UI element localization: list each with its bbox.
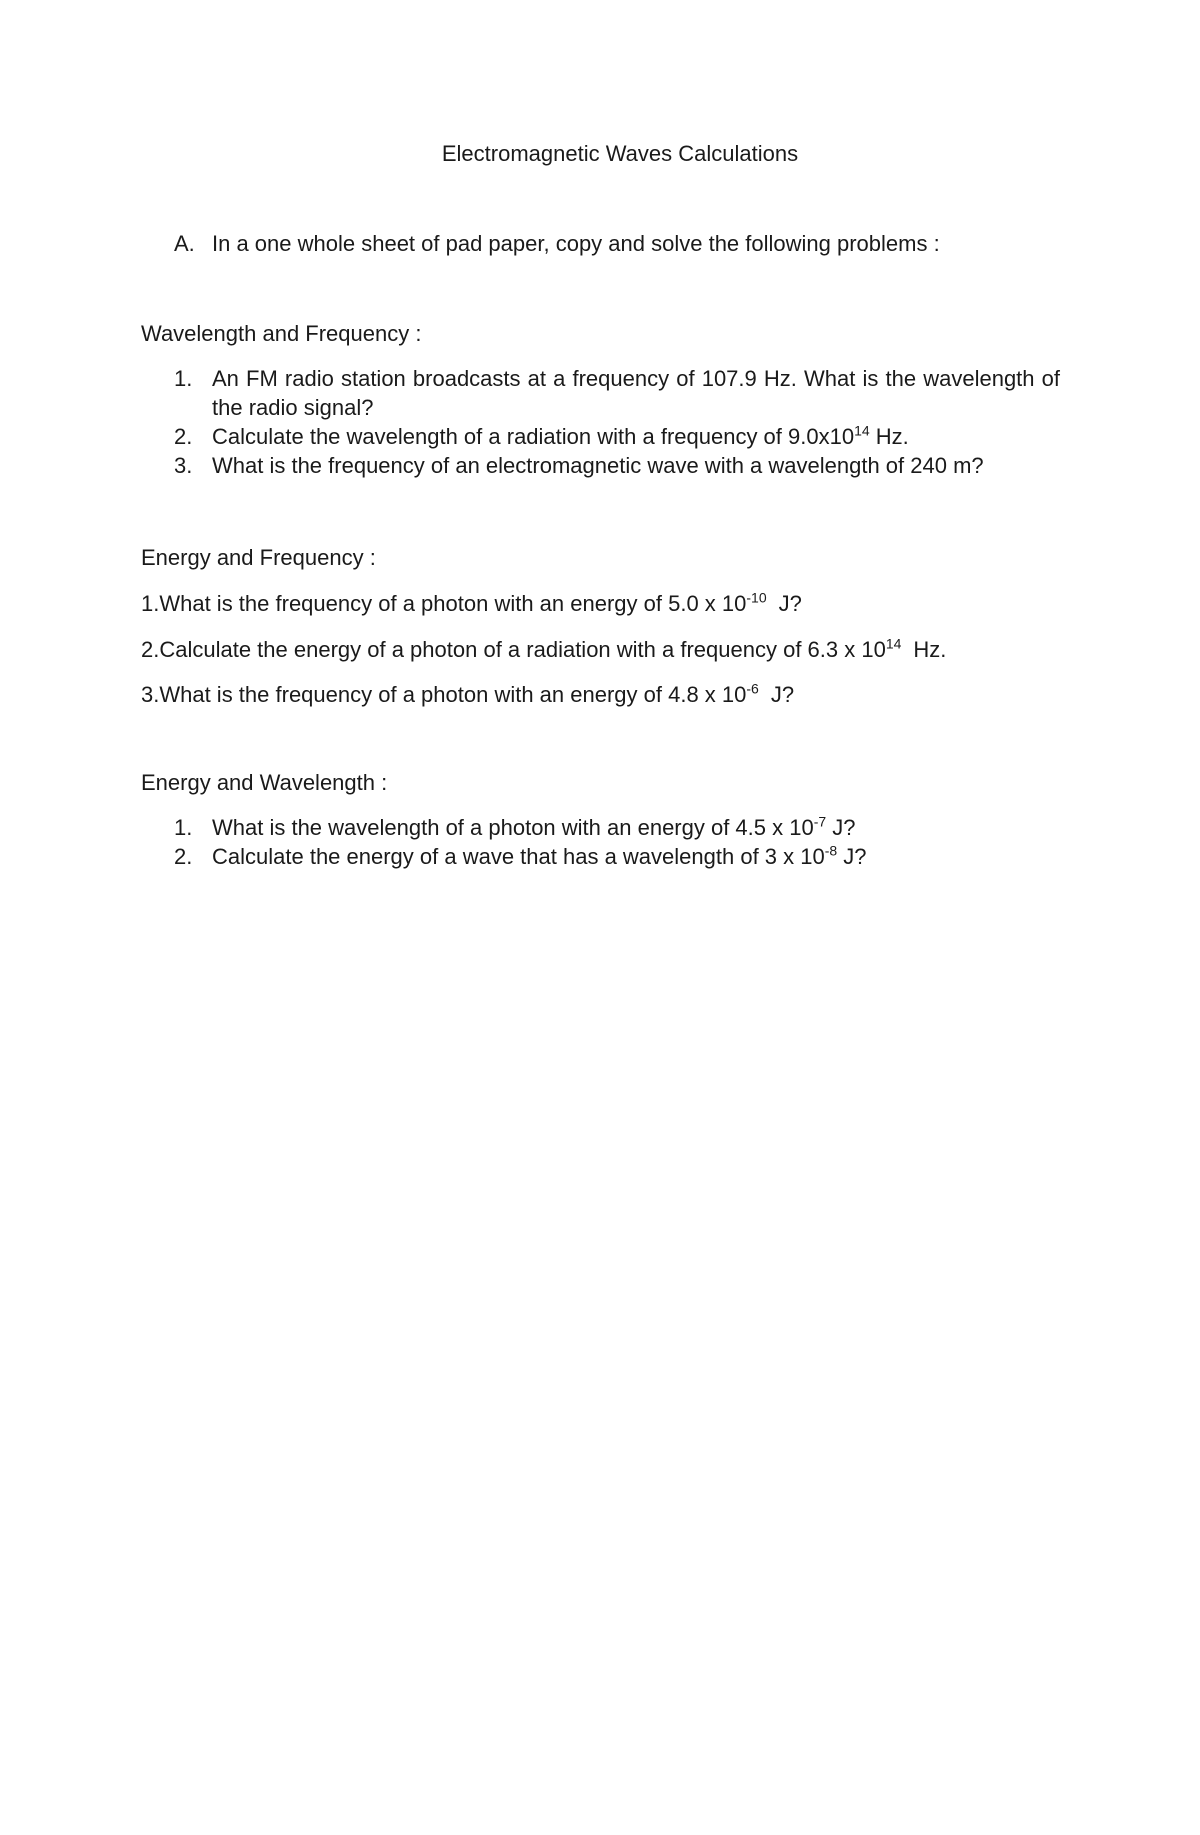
problem-item [174, 422, 1060, 451]
section-heading-energy-frequency: Energy and Frequency : [141, 545, 376, 570]
exponent: -10 [746, 589, 767, 606]
problem-text-end: J? [826, 815, 856, 840]
problem-number: 2. [174, 424, 193, 449]
section-heading-energy-wavelength: Energy and Wavelength : [141, 770, 388, 795]
problem-list-energy-wavelength [174, 813, 1060, 871]
problem-text: 1.What is the frequency of a photon with an energy of 5.0 x 10 [141, 591, 747, 616]
instruction-text: In a one whole sheet of pad paper, copy and solve the following problems : [212, 231, 940, 256]
problem-item [141, 636, 946, 664]
problem-text: Calculate the energy of a wave that has a wavelength of 3 x 10 [212, 844, 825, 869]
problem-text-end: Hz. [869, 424, 909, 449]
exponent: -8 [824, 842, 838, 859]
problem-text: What is the frequency of an electromagnetic wave with a wavelength of 240 m? [212, 453, 984, 478]
instruction-line [174, 230, 940, 258]
problem-number: 1. [174, 366, 193, 391]
problem-number: 2. [174, 844, 193, 869]
document-title: Electromagnetic Waves Calculations [441, 141, 799, 166]
exponent: 14 [854, 422, 870, 439]
problem-item [174, 842, 1060, 871]
problem-text-end: J? [778, 591, 802, 616]
problem-number: 1. [174, 815, 193, 840]
problem-item [141, 590, 802, 618]
problem-text: 3.What is the frequency of a photon with an energy of 4.8 x 10 [141, 682, 747, 707]
problem-text: 2.Calculate the energy of a photon of a radiation with a frequency of 6.3 x 10 [141, 637, 886, 662]
exponent: 14 [885, 635, 902, 652]
problem-text-end: J? [837, 844, 867, 869]
exponent: -6 [746, 680, 759, 697]
problem-text: Calculate the wavelength of a radiation with a frequency of 9.0x10 [212, 424, 855, 449]
problem-text-end: J? [770, 682, 795, 707]
exponent: -7 [813, 813, 827, 830]
problem-text: What is the wavelength of a photon with an energy of 4.5 x 10 [212, 815, 814, 840]
problem-number: 3. [174, 453, 193, 478]
problem-text-end: Hz. [913, 637, 947, 662]
instruction-marker: A. [174, 231, 195, 256]
section-heading-wavelength-frequency: Wavelength and Frequency : [141, 321, 422, 346]
problem-item [174, 813, 1060, 842]
problem-item [141, 681, 794, 709]
problem-text: An FM radio station broadcasts at a frequency of 107.9 Hz. What is the wavelength of the radio signal? [212, 366, 1060, 420]
problem-item [174, 364, 1060, 422]
problem-item [174, 451, 1060, 480]
problem-list-wavelength-frequency [174, 364, 1060, 480]
